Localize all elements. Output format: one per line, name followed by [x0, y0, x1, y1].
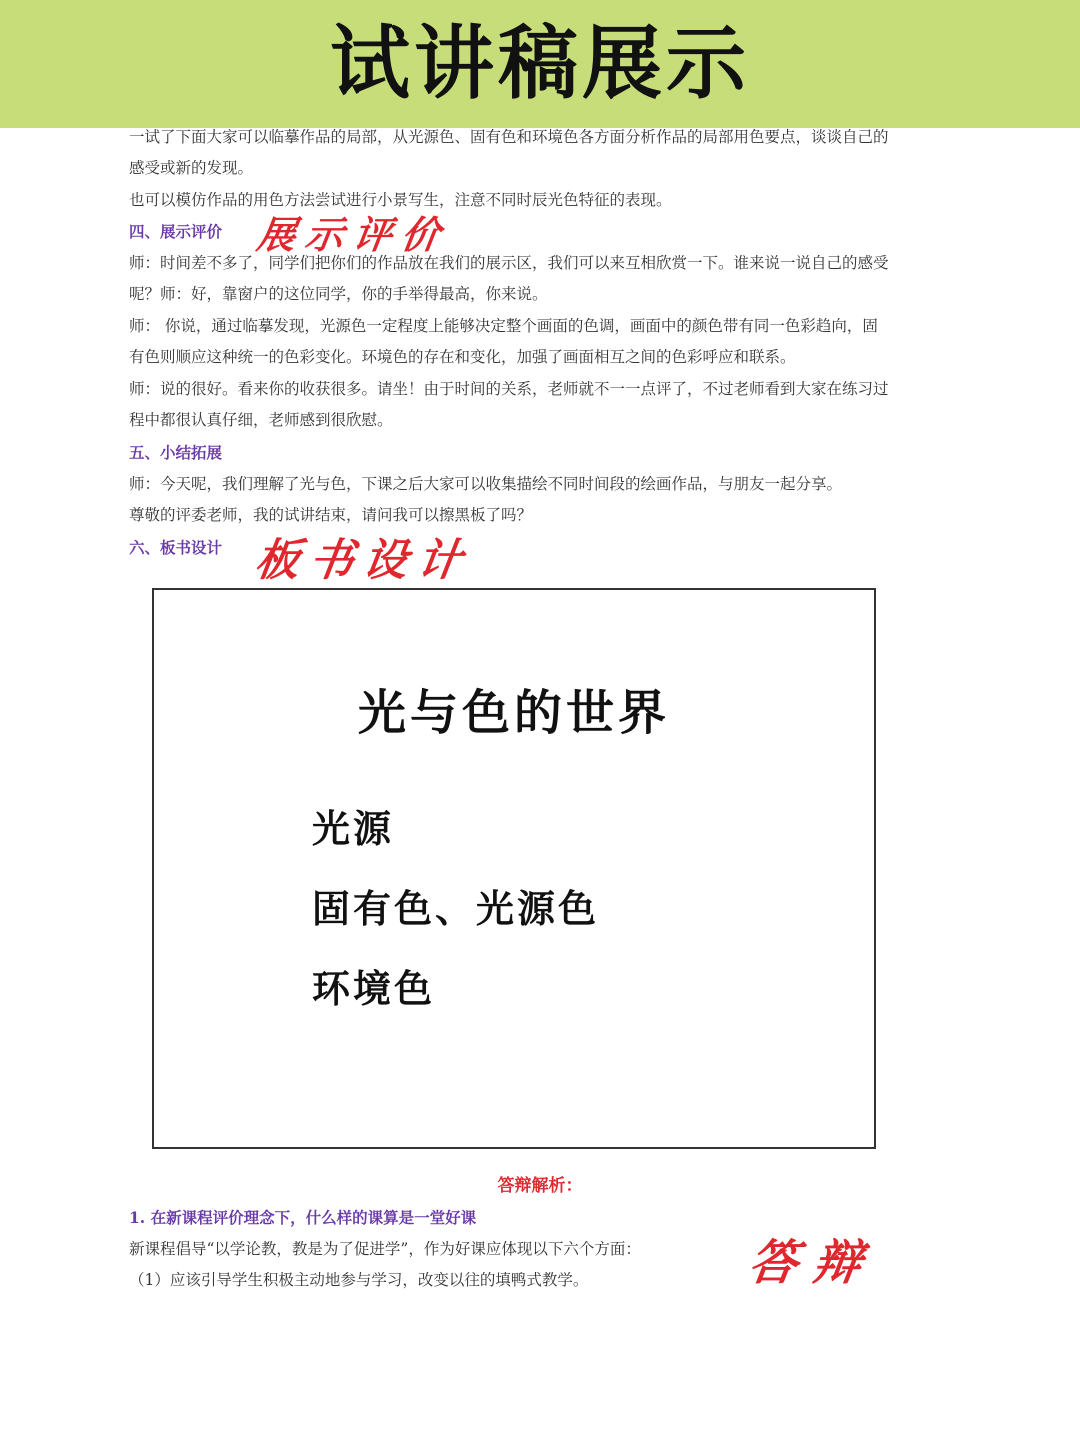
section-heading-five: 五、小结拓展: [129, 443, 223, 462]
section-heading-four: 四、展示评价: [129, 222, 223, 241]
paragraph-line: 新课程倡导“以学论教，教是为了促进学”，作为好课应体现以下六个方面：: [129, 1240, 641, 1258]
paragraph-line: 呢？师：好，靠窗户的这位同学，你的手举得最高，你来说。: [129, 285, 548, 303]
board-title: 光与色的世界: [357, 685, 670, 741]
question-heading: 1. 在新课程评价理念下，什么样的课算是一堂好课: [129, 1208, 477, 1227]
blackboard-design-box: [152, 588, 876, 1149]
paragraph-line: 也可以模仿作品的用色方法尝试进行小景写生，注意不同时辰光色特征的表现。: [129, 191, 672, 209]
section-heading-six: 六、板书设计: [129, 538, 223, 557]
paragraph-line: 师：时间差不多了，同学们把你们的作品放在我们的展示区，我们可以来互相欣赏一下。谁来说一说自己的感受: [129, 254, 889, 272]
board-item: 环境色: [312, 967, 436, 1011]
handwritten-annotation-display-eval: 展示评价: [254, 213, 453, 257]
paragraph-line: 师：今天呢，我们理解了光与色，下课之后大家可以收集描绘不同时间段的绘画作品，与朋友一起分享。: [129, 475, 843, 493]
handwritten-annotation-defense: 答辩: [745, 1235, 882, 1291]
paragraph-line: 尊敬的评委老师，我的试讲结束，请问我可以擦黑板了吗？: [129, 506, 533, 524]
paragraph-line: 有色则顺应这种统一的色彩变化。环境色的存在和变化，加强了画面相互之间的色彩呼应和联系。: [129, 348, 796, 366]
board-item: 固有色、光源色: [312, 887, 600, 931]
paragraph-line: 感受或新的发现。: [129, 159, 254, 177]
paragraph-line: （1）应该引导学生积极主动地参与学习，改变以往的填鸭式教学。: [129, 1271, 589, 1289]
analysis-heading: 答辩解析：: [497, 1176, 583, 1196]
paragraph-line: 一试了下面大家可以临摹作品的局部，从光源色、固有色和环境色各方面分析作品的局部用色要点，谈谈自己的: [129, 128, 889, 146]
paragraph-line: 师： 你说，通过临摹发现，光源色一定程度上能够决定整个画面的色调，画面中的颜色带有同一色彩趋向，固: [129, 317, 878, 335]
board-item: 光源: [312, 807, 395, 851]
page-title: 试讲稿展示: [330, 17, 750, 110]
handwritten-annotation-board-design: 板书设计: [251, 535, 475, 586]
paragraph-line: 师：说的很好。看来你的收获很多。请坐！由于时间的关系，老师就不一一点评了，不过老师看到大家在练习过: [129, 380, 889, 398]
paragraph-line: 程中都很认真仔细，老师感到很欣慰。: [129, 411, 393, 429]
title-banner: [0, 0, 1080, 128]
